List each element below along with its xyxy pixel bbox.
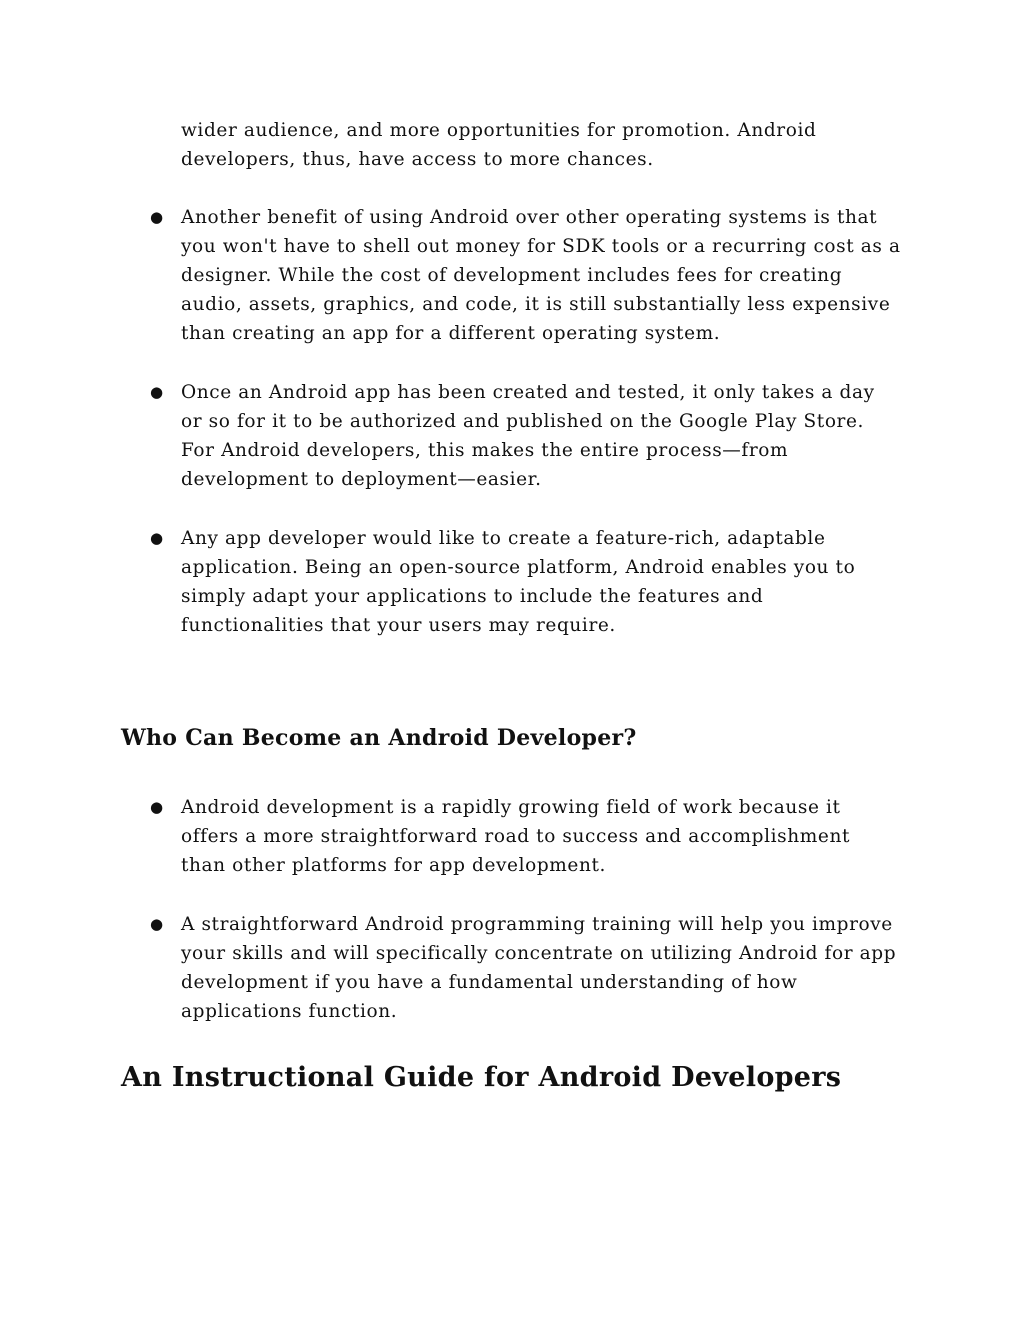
list-item-text: Any app developer would like to create a feature-rich, adaptable application. Being an open-source platform, Android enables you to simply adapt your applications to include the features and functionalities that your users may require.	[181, 528, 856, 636]
list-item-text: Another benefit of using Android over other operating systems is that you won't have to shell out money for SDK tools or a recurring cost as a designer. While the cost of development includes fees for creating audio, assets, graphics, and code, it is still substantially less expensive than creating an app for a different operating system.	[181, 207, 901, 344]
list-item-text: Android development is a rapidly growing field of work because it offers a more straightforward road to success and accomplishment than other platforms for app development.	[181, 797, 850, 876]
continuation-paragraph: wider audience, and more opportunities for promotion. Android developers, thus, have access to more chances.	[181, 120, 817, 170]
bullet-icon: ●	[150, 798, 164, 816]
section-heading-guide: An Instructional Guide for Android Developers	[121, 1062, 842, 1093]
section-heading-who: Who Can Become an Android Developer?	[121, 725, 637, 751]
bullet-icon: ●	[150, 529, 164, 547]
list-item-text: A straightforward Android programming training will help you improve your skills and will specifically concentrate on utilizing Android for app development if you have a fundamental understanding of how applications function.	[181, 914, 897, 1022]
list-item-text: Once an Android app has been created and tested, it only takes a day or so for it to be authorized and published on the Google Play Store. For Android developers, this makes the entire process—from development to deployment—easier.	[181, 382, 875, 490]
bullet-icon: ●	[150, 208, 164, 226]
bullet-icon: ●	[150, 383, 164, 401]
bullet-icon: ●	[150, 915, 164, 933]
